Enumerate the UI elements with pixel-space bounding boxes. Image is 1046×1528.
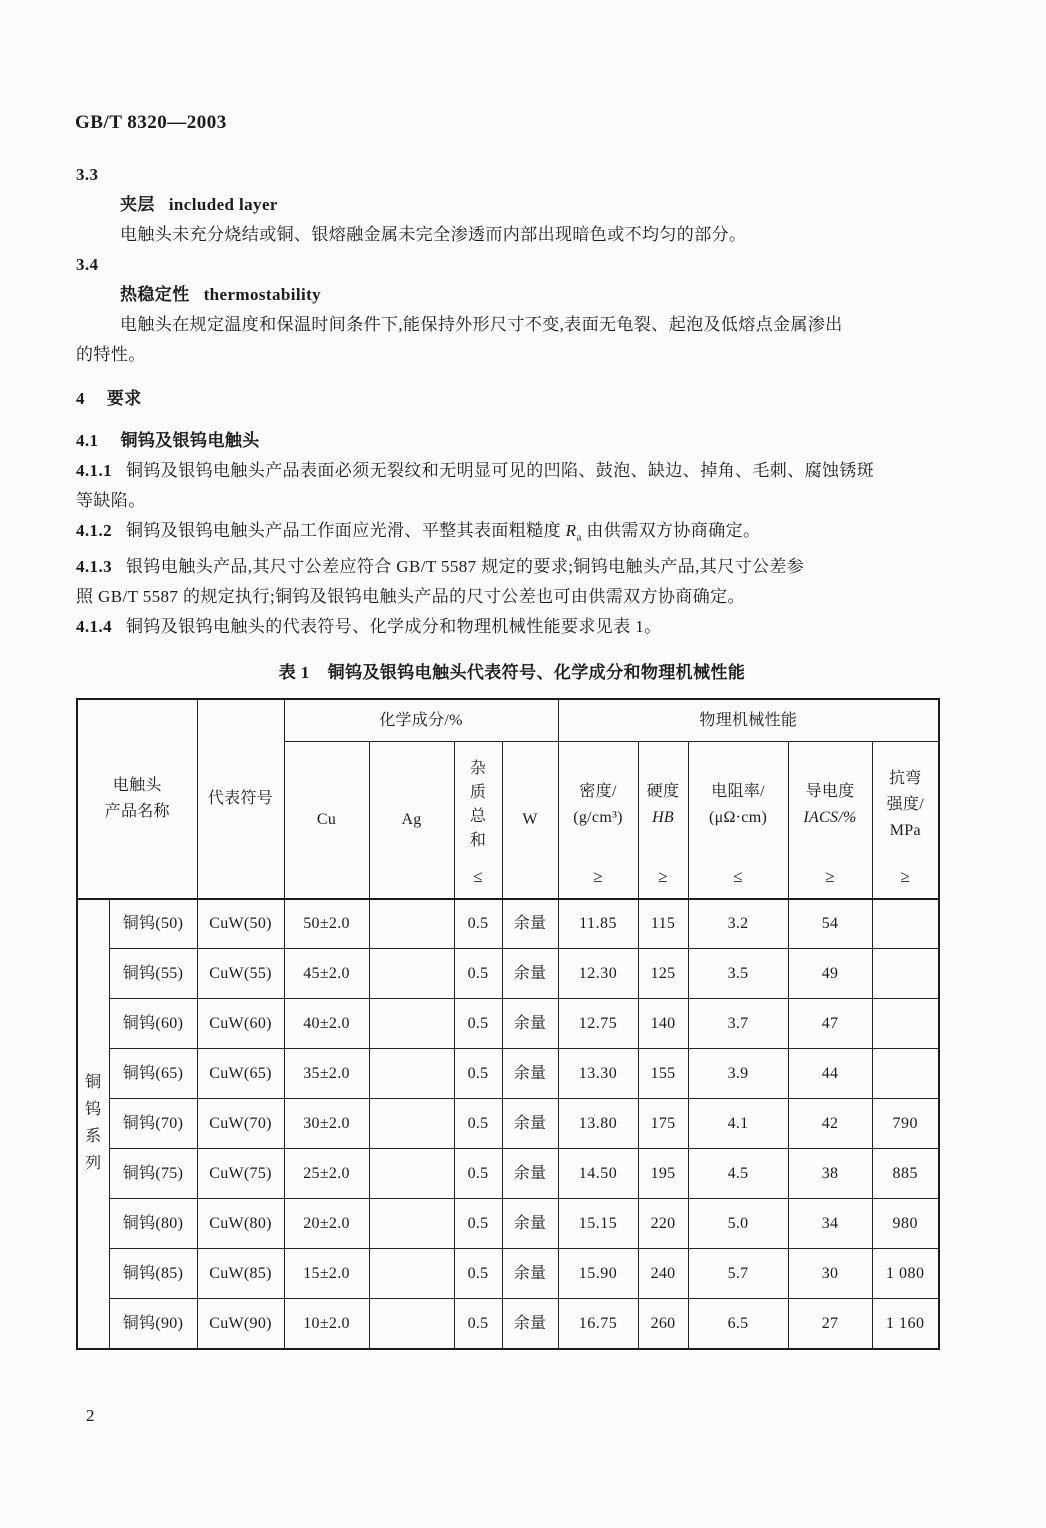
header-group-chemical: 化学成分/% bbox=[284, 699, 558, 741]
table-row bbox=[77, 999, 939, 1049]
cell-iacs: 30 bbox=[788, 1249, 872, 1299]
cell-hb: 155 bbox=[638, 1049, 688, 1099]
cell-name: 铜钨(90) bbox=[109, 1299, 197, 1349]
cell-symbol: CuW(70) bbox=[197, 1099, 284, 1149]
cell-impurity: 0.5 bbox=[454, 1199, 502, 1249]
section-title: 要求 bbox=[106, 389, 142, 408]
header-cu bbox=[284, 741, 369, 899]
header-line: (μΩ·cm) bbox=[708, 808, 768, 826]
series-label bbox=[77, 899, 109, 1349]
clause-text: 铜钨及银钨电触头产品工作面应光滑、平整其表面粗糙度 bbox=[126, 521, 566, 540]
header-resistivity bbox=[688, 741, 788, 899]
cell-impurity: 0.5 bbox=[454, 999, 502, 1049]
cell-iacs: 54 bbox=[788, 899, 872, 949]
table-caption-label: 表 1 bbox=[278, 663, 310, 683]
section-number: 4.1 bbox=[76, 431, 99, 450]
cell-name: 铜钨(60) bbox=[109, 999, 197, 1049]
term-en: included layer bbox=[168, 195, 278, 214]
cell-ag bbox=[369, 1099, 454, 1149]
cell-ag bbox=[369, 949, 454, 999]
impurity-char: 质 bbox=[469, 783, 487, 801]
cell-name: 铜钨(55) bbox=[109, 949, 197, 999]
clause-3-3-number: 3.3 bbox=[76, 165, 99, 184]
header-density bbox=[558, 741, 638, 899]
clause-number: 4.1.3 bbox=[76, 557, 112, 577]
impurity-condition: ≤ bbox=[473, 866, 483, 886]
section-title: 铜钨及银钨电触头 bbox=[120, 431, 260, 450]
header-line: (g/cm³) bbox=[573, 808, 623, 826]
cell-bending: 885 bbox=[872, 1149, 939, 1199]
cell-hb: 240 bbox=[638, 1249, 688, 1299]
table-row bbox=[77, 899, 939, 949]
cell-impurity: 0.5 bbox=[454, 1049, 502, 1099]
cell-ag bbox=[369, 1199, 454, 1249]
cell-hb: 175 bbox=[638, 1099, 688, 1149]
section-4-1-heading bbox=[76, 426, 948, 456]
cell-iacs: 27 bbox=[788, 1299, 872, 1349]
clause-4-1-1 bbox=[76, 456, 948, 486]
spec-table bbox=[76, 698, 940, 1350]
cell-iacs: 49 bbox=[788, 949, 872, 999]
clause-text: 铜钨及银钨电触头的代表符号、化学成分和物理机械性能要求见表 1。 bbox=[126, 617, 662, 637]
impurity-char: 杂 bbox=[469, 759, 487, 777]
header-label: W bbox=[522, 810, 538, 828]
page-number: 2 bbox=[86, 1406, 95, 1425]
cell-ag bbox=[369, 1049, 454, 1099]
cell-resistivity: 4.1 bbox=[688, 1099, 788, 1149]
clause-number: 4.1.4 bbox=[76, 617, 112, 637]
series-char: 系 bbox=[85, 1128, 102, 1146]
cell-impurity: 0.5 bbox=[454, 899, 502, 949]
clause-3-4-number: 3.4 bbox=[76, 255, 99, 274]
definition-3-3: 电触头未充分烧结或铜、银熔融金属未完全渗透而内部出现暗色或不均匀的部分。 bbox=[120, 225, 747, 244]
clause-text: 铜钨及银钨电触头产品表面必须无裂纹和无明显可见的凹陷、鼓泡、缺边、掉角、毛刺、腐蚀锈斑 bbox=[126, 461, 875, 480]
cell-w: 余量 bbox=[502, 949, 558, 999]
header-line: 电触头 bbox=[112, 777, 162, 795]
cell-iacs: 47 bbox=[788, 999, 872, 1049]
table-caption bbox=[76, 658, 948, 688]
header-bending-strength bbox=[872, 741, 939, 899]
cell-cu: 20±2.0 bbox=[284, 1199, 369, 1249]
cell-bending: 790 bbox=[872, 1099, 939, 1149]
header-label: Cu bbox=[316, 810, 337, 828]
header-w bbox=[502, 741, 558, 899]
cell-w: 余量 bbox=[502, 1149, 558, 1199]
roughness-subscript: a bbox=[576, 531, 582, 544]
header-ag bbox=[369, 741, 454, 899]
cell-symbol: CuW(90) bbox=[197, 1299, 284, 1349]
term-thermostability bbox=[76, 280, 948, 310]
cell-ag bbox=[369, 999, 454, 1049]
cell-name: 铜钨(50) bbox=[109, 899, 197, 949]
cell-impurity: 0.5 bbox=[454, 949, 502, 999]
cell-symbol: CuW(75) bbox=[197, 1149, 284, 1199]
header-line: 密度/ bbox=[579, 782, 617, 800]
cell-resistivity: 3.7 bbox=[688, 999, 788, 1049]
cell-resistivity: 3.2 bbox=[688, 899, 788, 949]
cell-cu: 40±2.0 bbox=[284, 999, 369, 1049]
clause-text: 由供需双方协商确定。 bbox=[581, 521, 761, 540]
cell-iacs: 38 bbox=[788, 1149, 872, 1199]
header-conductivity bbox=[788, 741, 872, 899]
header-line: HB bbox=[652, 808, 674, 826]
cell-resistivity: 5.0 bbox=[688, 1199, 788, 1249]
cell-symbol: CuW(50) bbox=[197, 899, 284, 949]
cell-bending bbox=[872, 899, 939, 949]
clause-4-1-1-cont: 等缺陷。 bbox=[76, 491, 146, 510]
clause-text: 银钨电触头产品,其尺寸公差应符合 GB/T 5587 规定的要求;铜钨电触头产品,其尺寸公差参 bbox=[126, 557, 805, 577]
cell-cu: 15±2.0 bbox=[284, 1249, 369, 1299]
clause-number: 4.1.2 bbox=[76, 521, 112, 540]
cell-name: 铜钨(65) bbox=[109, 1049, 197, 1099]
cell-density: 13.30 bbox=[558, 1049, 638, 1099]
cell-density: 11.85 bbox=[558, 899, 638, 949]
cell-name: 铜钨(80) bbox=[109, 1199, 197, 1249]
impurity-char: 总 bbox=[469, 807, 487, 825]
term-en: thermostability bbox=[203, 285, 322, 304]
cell-w: 余量 bbox=[502, 999, 558, 1049]
term-zh: 夹层 bbox=[120, 195, 155, 214]
cell-ag bbox=[369, 1299, 454, 1349]
header-line: MPa bbox=[889, 821, 921, 839]
term-zh: 热稳定性 bbox=[120, 285, 190, 304]
cell-cu: 35±2.0 bbox=[284, 1049, 369, 1099]
bending-condition: ≥ bbox=[900, 866, 911, 886]
header-group-physical: 物理机械性能 bbox=[558, 699, 939, 741]
cell-name: 铜钨(70) bbox=[109, 1099, 197, 1149]
conductivity-condition: ≥ bbox=[825, 866, 835, 886]
clause-number: 4.1.1 bbox=[76, 461, 112, 480]
series-char: 铜 bbox=[85, 1074, 102, 1092]
cell-w: 余量 bbox=[502, 899, 558, 949]
cell-hb: 195 bbox=[638, 1149, 688, 1199]
cell-symbol: CuW(85) bbox=[197, 1249, 284, 1299]
cell-resistivity: 3.9 bbox=[688, 1049, 788, 1099]
definition-3-4-line1: 电触头在规定温度和保温时间条件下,能保持外形尺寸不变,表面无龟裂、起泡及低熔点金属渗出 bbox=[120, 315, 843, 334]
cell-symbol: CuW(65) bbox=[197, 1049, 284, 1099]
header-line: 强度/ bbox=[886, 795, 924, 813]
density-condition: ≥ bbox=[593, 866, 603, 886]
cell-bending: 980 bbox=[872, 1199, 939, 1249]
cell-hb: 115 bbox=[638, 899, 688, 949]
definition-3-4-line2: 的特性。 bbox=[76, 345, 146, 364]
section-number: 4 bbox=[76, 389, 85, 408]
cell-w: 余量 bbox=[502, 1099, 558, 1149]
table-row bbox=[77, 1249, 939, 1299]
header-line: 导电度 bbox=[805, 782, 855, 800]
cell-iacs: 42 bbox=[788, 1099, 872, 1149]
cell-bending: 1 080 bbox=[872, 1249, 939, 1299]
header-symbol: 代表符号 bbox=[197, 699, 284, 899]
header-label: Ag bbox=[401, 810, 422, 828]
header-line: 硬度 bbox=[646, 782, 680, 800]
cell-w: 余量 bbox=[502, 1249, 558, 1299]
document-body bbox=[76, 160, 948, 1350]
cell-ag bbox=[369, 1249, 454, 1299]
series-char: 列 bbox=[85, 1155, 102, 1173]
cell-impurity: 0.5 bbox=[454, 1249, 502, 1299]
cell-density: 14.50 bbox=[558, 1149, 638, 1199]
cell-resistivity: 6.5 bbox=[688, 1299, 788, 1349]
cell-w: 余量 bbox=[502, 1199, 558, 1249]
doc-number: GB/T 8320—2003 bbox=[75, 112, 227, 133]
table-row bbox=[77, 1199, 939, 1249]
impurity-vertical-label bbox=[457, 757, 500, 853]
impurity-char: 和 bbox=[469, 831, 487, 849]
cell-w: 余量 bbox=[502, 1299, 558, 1349]
cell-density: 12.75 bbox=[558, 999, 638, 1049]
clause-4-1-3 bbox=[76, 552, 948, 582]
cell-iacs: 34 bbox=[788, 1199, 872, 1249]
cell-density: 12.30 bbox=[558, 949, 638, 999]
cell-cu: 25±2.0 bbox=[284, 1149, 369, 1199]
cell-density: 15.15 bbox=[558, 1199, 638, 1249]
table-row bbox=[77, 1299, 939, 1349]
table-caption-text: 铜钨及银钨电触头代表符号、化学成分和物理机械性能 bbox=[327, 663, 746, 683]
header-line: 电阻率/ bbox=[711, 782, 765, 800]
header-hardness bbox=[638, 741, 688, 899]
clause-4-1-2 bbox=[76, 516, 948, 552]
cell-iacs: 44 bbox=[788, 1049, 872, 1099]
cell-hb: 220 bbox=[638, 1199, 688, 1249]
hardness-condition: ≥ bbox=[658, 866, 668, 886]
cell-ag bbox=[369, 1149, 454, 1199]
cell-resistivity: 3.5 bbox=[688, 949, 788, 999]
term-included-layer bbox=[76, 190, 948, 220]
cell-impurity: 0.5 bbox=[454, 1099, 502, 1149]
cell-name: 铜钨(75) bbox=[109, 1149, 197, 1199]
cell-cu: 50±2.0 bbox=[284, 899, 369, 949]
cell-ag bbox=[369, 899, 454, 949]
cell-hb: 140 bbox=[638, 999, 688, 1049]
cell-density: 16.75 bbox=[558, 1299, 638, 1349]
header-line: 抗弯 bbox=[888, 769, 922, 787]
cell-impurity: 0.5 bbox=[454, 1149, 502, 1199]
clause-4-1-3-cont: 照 GB/T 5587 的规定执行;铜钨及银钨电触头产品的尺寸公差也可由供需双方协商确定。 bbox=[76, 587, 745, 607]
table-body bbox=[77, 899, 939, 1349]
cell-bending: 1 160 bbox=[872, 1299, 939, 1349]
cell-hb: 125 bbox=[638, 949, 688, 999]
roughness-symbol: R bbox=[565, 521, 577, 540]
cell-symbol: CuW(80) bbox=[197, 1199, 284, 1249]
header-product-name bbox=[77, 699, 197, 899]
table-row bbox=[77, 1049, 939, 1099]
header-line: 产品名称 bbox=[104, 803, 170, 821]
cell-bending bbox=[872, 1049, 939, 1099]
table-row bbox=[77, 1099, 939, 1149]
cell-cu: 30±2.0 bbox=[284, 1099, 369, 1149]
header-line: IACS/% bbox=[803, 808, 857, 826]
cell-hb: 260 bbox=[638, 1299, 688, 1349]
table-row bbox=[77, 1149, 939, 1199]
cell-bending bbox=[872, 999, 939, 1049]
cell-name: 铜钨(85) bbox=[109, 1249, 197, 1299]
cell-resistivity: 5.7 bbox=[688, 1249, 788, 1299]
cell-density: 15.90 bbox=[558, 1249, 638, 1299]
series-char: 钨 bbox=[85, 1101, 102, 1119]
cell-symbol: CuW(55) bbox=[197, 949, 284, 999]
section-4-heading bbox=[76, 384, 948, 414]
cell-density: 13.80 bbox=[558, 1099, 638, 1149]
resistivity-condition: ≤ bbox=[733, 866, 743, 886]
cell-bending bbox=[872, 949, 939, 999]
clause-4-1-4 bbox=[76, 612, 948, 642]
cell-w: 余量 bbox=[502, 1049, 558, 1099]
cell-cu: 45±2.0 bbox=[284, 949, 369, 999]
cell-impurity: 0.5 bbox=[454, 1299, 502, 1349]
cell-resistivity: 4.5 bbox=[688, 1149, 788, 1199]
header-impurity bbox=[454, 741, 502, 899]
cell-cu: 10±2.0 bbox=[284, 1299, 369, 1349]
table-row bbox=[77, 949, 939, 999]
cell-symbol: CuW(60) bbox=[197, 999, 284, 1049]
